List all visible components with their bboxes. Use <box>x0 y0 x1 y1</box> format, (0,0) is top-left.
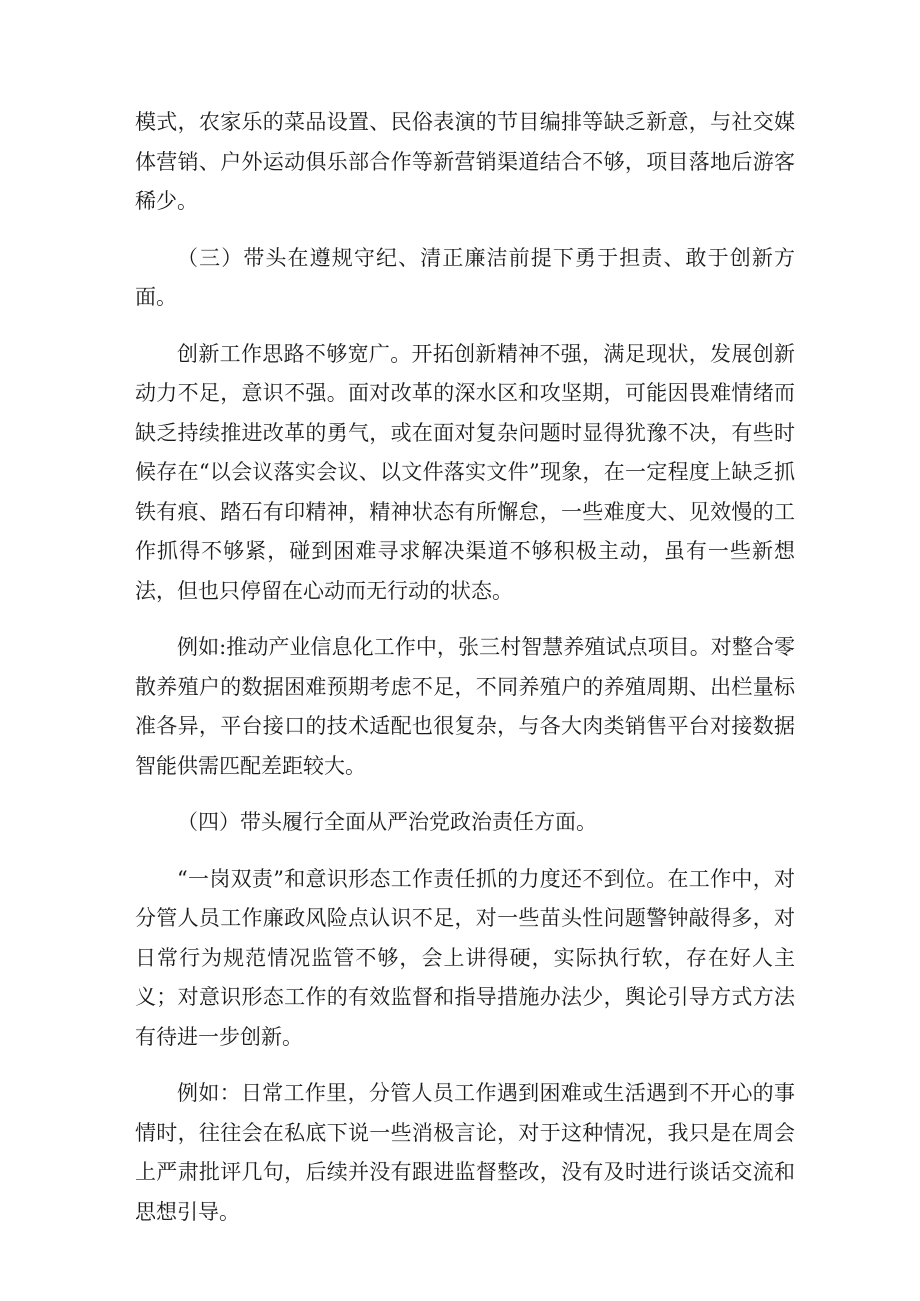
paragraph-responsibility: “一岗双责”和意识形态工作责任抓的力度还不到位。在工作中，对分管人员工作廉政风险点认识不足，对一些苗头性问题警钟敲得多，对日常行为规范情况监管不够，会上讲得硬，实际执行软，存在好人主义；对意识形态工作的有效监督和指导措施办法少，舆论引导方式方法有待进一步创新。 <box>135 866 795 1049</box>
paragraph-innovation: 创新工作思路不够宽广。开拓创新精神不强，满足现状，发展创新动力不足，意识不强。面对改革的深水区和攻坚期，可能因畏难情绪而缺乏持续推进改革的勇气，或在面对复杂问题时显得犹豫不决，有些时候存在“以会议落实会议、以文件落实文件”现象，在一定程度上缺乏抓铁有痕、踏石有印精神，精神状态有所懈怠，一些难度大、见效慢的工作抓得不够紧，碰到困难寻求解决渠道不够积极主动，虽有一些新想法，但也只停留在心动而无行动的状态。 <box>135 341 795 603</box>
paragraph-example-2: 例如：日常工作里，分管人员工作遇到困难或生活遇到不开心的事情时，往往会在私底下说一些消极言论，对于这种情况，我只是在周会上严肃批评几句，后续并没有跟进监督整改，没有及时进行谈话交流和思想引导。 <box>135 1081 795 1224</box>
section-heading-4: （四）带头履行全面从严治党政治责任方面。 <box>177 810 597 834</box>
document-body <box>135 103 795 1249</box>
section-heading-3: （三）带头在遵规守纪、清正廉洁前提下勇于担责、敢于创新方面。 <box>135 245 795 309</box>
paragraph-example-1: 例如:推动产业信息化工作中，张三村智慧养殖试点项目。对整合零散养殖户的数据困难预期考虑不足，不同养殖户的养殖周期、出栏量标准各异，平台接口的技术适配也很复杂，与各大肉类销售平台对接数据智能供需匹配差距较大。 <box>135 635 795 778</box>
paragraph-continuation: 模式，农家乐的菜品设置、民俗表演的节目编排等缺乏新意，与社交媒体营销、户外运动俱乐部合作等新营销渠道结合不够，项目落地后游客稀少。 <box>135 110 795 213</box>
